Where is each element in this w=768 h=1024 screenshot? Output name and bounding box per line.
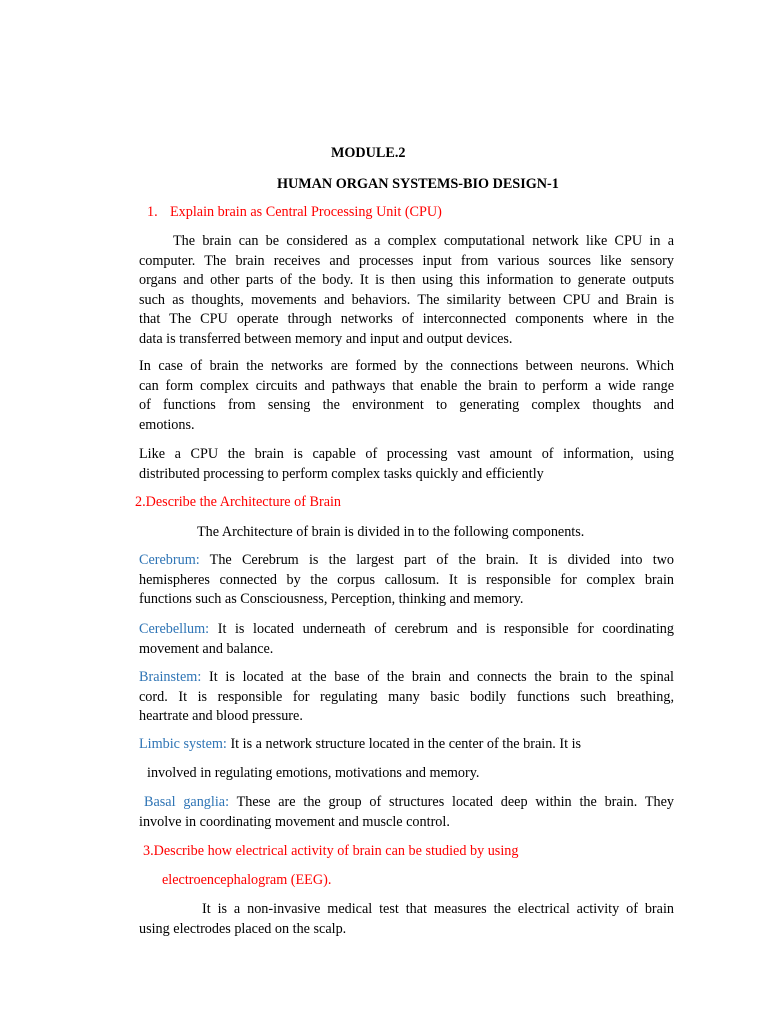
text-line: using electrodes placed on the scalp. (139, 920, 347, 937)
term-cerebrum: Cerebrum: (139, 552, 200, 568)
cerebrum-paragraph (139, 551, 674, 610)
term-limbic-system: Limbic system: (139, 736, 227, 752)
cerebellum-paragraph (139, 620, 674, 659)
text-line: movement and balance. (139, 640, 274, 657)
text-line: data is transferred between memory and input and output devices. (139, 330, 513, 347)
text-line: hemispheres connected by the corpus callosum. It is responsible for complex brain (139, 571, 674, 588)
brainstem-paragraph (139, 668, 674, 727)
text-line: It is a non-invasive medical test that measures the electrical activity of brain (202, 901, 674, 917)
text-line: Cerebellum: It is located underneath of cerebrum and is responsible for coordinating (139, 621, 674, 637)
document-title: HUMAN ORGAN SYSTEMS-BIO DESIGN-1 (277, 176, 559, 192)
text-line: organs and other parts of the body. It is then using this information to generate outputs (139, 272, 674, 288)
text-line: Cerebrum: The Cerebrum is the largest part of the brain. It is divided into two (139, 552, 674, 568)
text-line: involve in coordinating movement and muscle control. (139, 813, 450, 830)
text-line: of functions from sensing the environment to generating complex thoughts and (139, 397, 674, 413)
q3-paragraph-1 (139, 900, 674, 939)
term-basal-ganglia: Basal ganglia: (144, 794, 230, 810)
text-line: emotions. (139, 416, 195, 433)
question-2-heading: 2.Describe the Architecture of Brain (135, 494, 342, 510)
text-line: Brainstem: It is located at the base of the brain and connects the brain to the spinal (139, 669, 674, 685)
text-line: computer. The brain receives and processes input from various sources like sensory (139, 252, 674, 269)
question-1-heading: Explain brain as Central Processing Unit (CPU) (170, 204, 442, 220)
text-line: The brain can be considered as a complex computational network like CPU in a (173, 233, 674, 249)
text-line: Basal ganglia: These are the group of structures located deep within the brain. They (144, 794, 674, 810)
q1-paragraph-3 (139, 445, 674, 484)
limbic-line-2: involved in regulating emotions, motivations and memory. (147, 765, 480, 781)
text-line: such as thoughts, movements and behaviors. The similarity between CPU and Brain is (139, 291, 674, 308)
question-1-number: 1. (147, 204, 158, 220)
question-3-heading-line-1: 3.Describe how electrical activity of brain can be studied by using (143, 843, 519, 859)
text-line: that The CPU operate through networks of interconnected components where in the (139, 311, 674, 327)
text-line: cord. It is responsible for regulating many basic bodily functions such breathing, (139, 688, 674, 705)
question-3-heading-line-2: electroencephalogram (EEG). (162, 872, 332, 888)
q1-paragraph-2 (139, 357, 674, 435)
text-line: distributed processing to perform complex tasks quickly and efficiently (139, 465, 544, 482)
text-line: Like a CPU the brain is capable of processing vast amount of information, using (139, 446, 674, 462)
text-line: can form complex circuits and pathways that enable the brain to perform a wide range (139, 377, 674, 394)
q1-paragraph-1 (139, 232, 674, 349)
term-cerebellum: Cerebellum: (139, 621, 210, 637)
basal-ganglia-paragraph (139, 793, 674, 832)
q2-intro: The Architecture of brain is divided in to the following components. (197, 524, 585, 540)
term-brainstem: Brainstem: (139, 669, 202, 685)
limbic-line-1: Limbic system: It is a network structure located in the center of the brain. It is (139, 736, 582, 752)
text-line: In case of brain the networks are formed by the connections between neurons. Which (139, 358, 674, 374)
text-line: functions such as Consciousness, Perception, thinking and memory. (139, 591, 524, 607)
text-line: heartrate and blood pressure. (139, 708, 303, 724)
module-heading: MODULE.2 (331, 145, 406, 161)
